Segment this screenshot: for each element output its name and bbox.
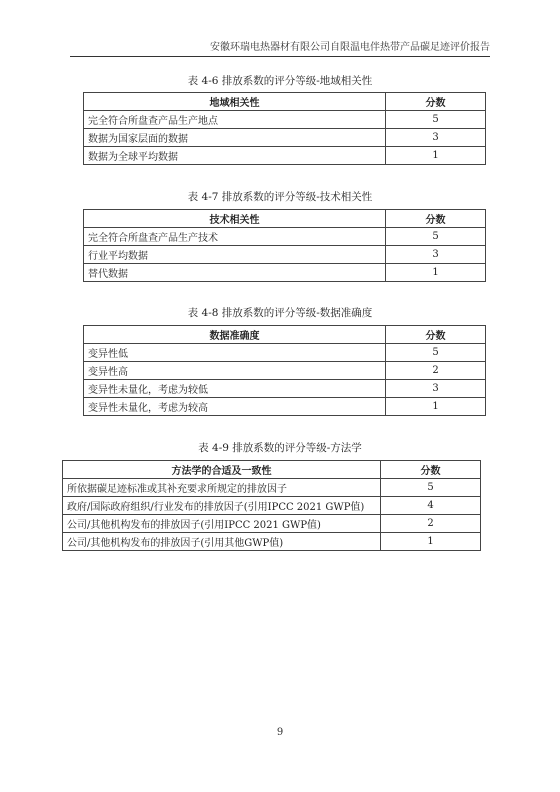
criterion-cell: 变异性低 [84,344,386,362]
score-cell: 3 [386,246,486,264]
criterion-cell: 所依据碳足迹标准或其补充要求所规定的排放因子 [63,479,381,497]
criterion-cell: 数据为国家层面的数据 [84,129,386,147]
criterion-cell: 公司/其他机构发布的排放因子(引用其他GWP值) [63,533,381,551]
table-caption: 表 4-7 排放系数的评分等级-技术相关性 [187,191,373,203]
table-row [84,362,486,380]
column-header: 技术相关性 [84,210,386,228]
criterion-cell: 替代数据 [84,264,386,282]
table-row [84,344,486,362]
table-header-row [63,461,481,479]
criterion-cell: 政府/国际政府组织/行业发布的排放因子(引用IPCC 2021 GWP值) [63,497,381,515]
table-header-row [84,326,486,344]
emission-factor-table-geography [83,92,486,165]
emission-factor-table-methodology [62,460,481,551]
report-header: 安徽环瑞电热器材有限公司自限温电伴热带产品碳足迹评价报告 [210,42,490,53]
criterion-cell: 行业平均数据 [84,246,386,264]
table-caption: 表 4-9 排放系数的评分等级-方法学 [198,442,362,454]
table-row [84,129,486,147]
score-cell: 4 [381,497,481,515]
score-cell: 1 [386,147,486,165]
page-number: 9 [276,727,284,738]
criterion-cell: 变异性未量化，考虑为较低 [84,380,386,398]
table-caption: 表 4-6 排放系数的评分等级-地域相关性 [187,75,373,87]
criterion-cell: 完全符合所盘查产品生产地点 [84,111,386,129]
table-caption: 表 4-8 排放系数的评分等级-数据准确度 [187,307,373,319]
criterion-cell: 完全符合所盘查产品生产技术 [84,228,386,246]
table-row [63,497,481,515]
score-cell: 3 [386,380,486,398]
table-row [63,479,481,497]
score-cell: 5 [386,228,486,246]
criterion-cell: 变异性高 [84,362,386,380]
column-header: 方法学的合适及一致性 [63,461,381,479]
column-header: 地域相关性 [84,93,386,111]
emission-factor-table-accuracy [83,325,486,416]
table-row [84,264,486,282]
table-row [84,246,486,264]
column-header: 分数 [386,326,486,344]
table-row [63,533,481,551]
table-header-row [84,210,486,228]
column-header: 数据准确度 [84,326,386,344]
table-header-row [84,93,486,111]
table-row [84,147,486,165]
score-cell: 1 [386,264,486,282]
score-cell: 1 [386,398,486,416]
score-cell: 5 [381,479,481,497]
score-cell: 5 [386,344,486,362]
table-row [84,398,486,416]
criterion-cell: 变异性未量化，考虑为较高 [84,398,386,416]
column-header: 分数 [381,461,481,479]
header-divider [70,56,490,57]
table-row [63,515,481,533]
table-row [84,111,486,129]
score-cell: 5 [386,111,486,129]
column-header: 分数 [386,93,486,111]
criterion-cell: 数据为全球平均数据 [84,147,386,165]
score-cell: 2 [386,362,486,380]
score-cell: 1 [381,533,481,551]
emission-factor-table-technology [83,209,486,282]
column-header: 分数 [386,210,486,228]
score-cell: 3 [386,129,486,147]
criterion-cell: 公司/其他机构发布的排放因子(引用IPCC 2021 GWP值) [63,515,381,533]
table-row [84,380,486,398]
score-cell: 2 [381,515,481,533]
table-row [84,228,486,246]
